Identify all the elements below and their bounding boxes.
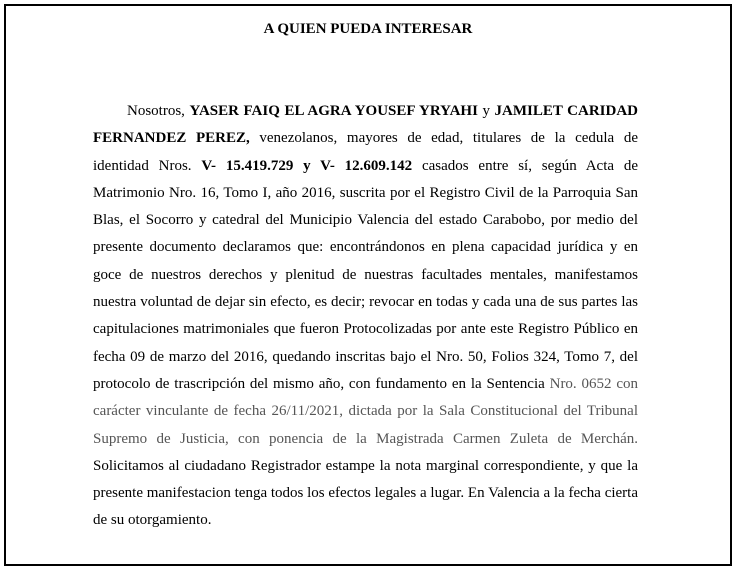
document-frame — [4, 4, 732, 566]
person-name-2: JAMILET CARIDAD FERNANDEZ PEREZ, — [93, 103, 639, 147]
person-name-1: YASER FAIQ EL AGRA YOUSEF YRYAHI — [189, 103, 478, 119]
sentencia-reference: Nro. 0652 con carácter vinculante de fecha 26/11/2021, dictada por la Sala Constitucional del Tribunal Supremo de Justicia, con ponencia de la Magistrada Carmen Zuleta de Merchán. — [93, 375, 638, 447]
id-numbers: V- 15.419.729 y V- 12.609.142 — [201, 157, 413, 174]
main-text: casados entre sí, según Acta de Matrimonio Nro. 16, Tomo I, año 2016, suscrita por el Registro Civil de la Parroquia San Blas, el Socorro y catedral del Municipio Valencia del estado Carabobo, por medio del presente documento declaramos que: encontrándonos en plena capacidad jurídica y en goce de nuestros derechos y plenitud de nuestras facultades mentales, manifestamos nuestra voluntad de dejar sin efecto, es decir; revocar en todas y cada una de sus partes las capitulaciones matrimoniales que fueron Protocolizadas por ante este Registro Público en fecha 09 de marzo del 2016, quedando inscritas bajo el Nro. 50, Folios 324, Tomo 7, del protocolo de trascripción del mismo año, con fundamento en la Sentencia — [93, 157, 638, 392]
document-body — [93, 98, 638, 535]
conjunction-text: y — [477, 103, 495, 119]
nationality-text: venezolanos, mayores de edad, titulares de la cedula de identidad Nros. — [93, 130, 638, 174]
closing-text: Solicitamos al ciudadano Registrador estampe la nota marginal correspondiente, y que la presente manifestacion tenga todos los efectos legales a lugar. En Valencia a la fecha cierta de su otorgamiento. — [93, 457, 638, 529]
intro-text: Nosotros, — [127, 103, 190, 119]
document-title: A QUIEN PUEDA INTERESAR — [263, 21, 473, 37]
